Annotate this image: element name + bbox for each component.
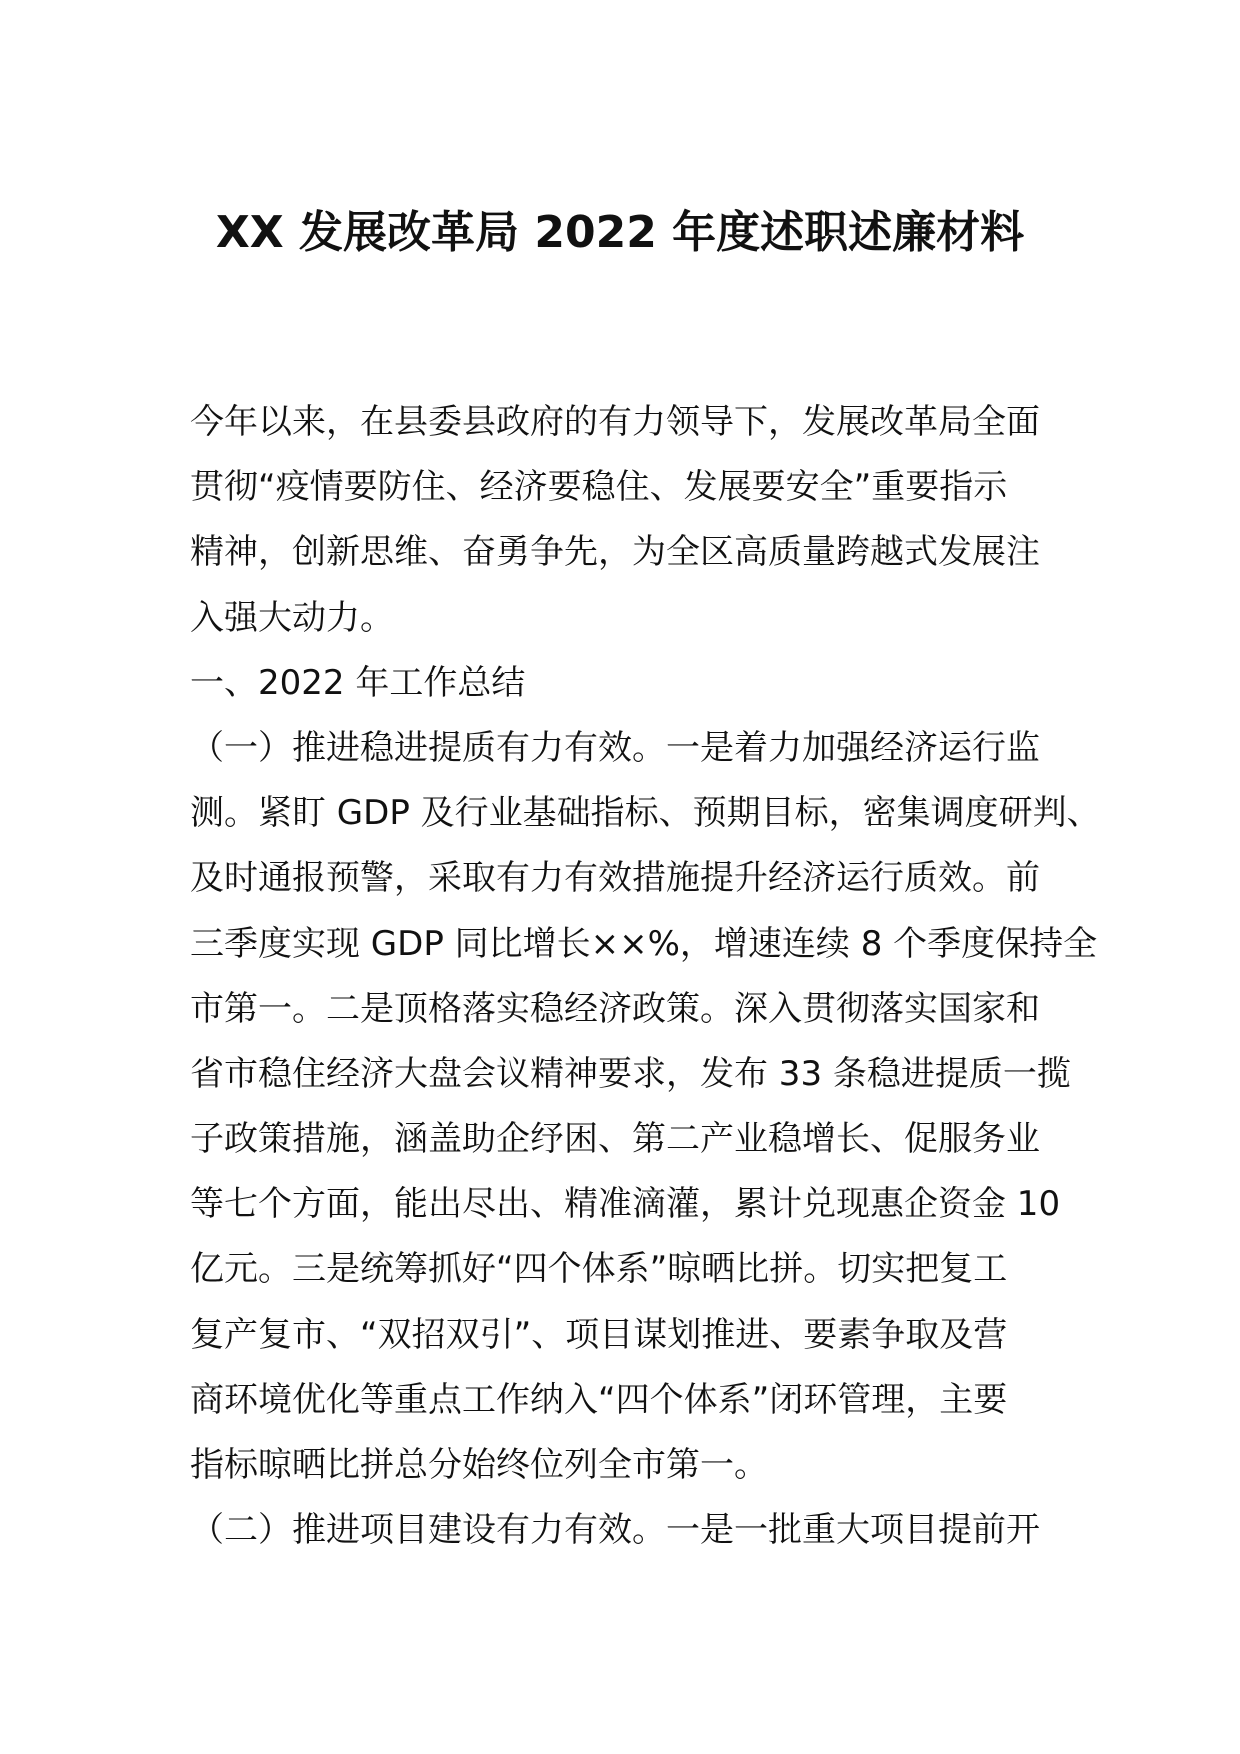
body-line: （一）推进稳进提质有力有效。一是着力加强经济运行监 [190,727,1040,768]
body-line: 今年以来，在县委县政府的有力领导下，发展改革局全面 [190,402,1040,442]
body-line: 三季度实现 GDP 同比增长××%，增速连续 8 个季度保持全 [190,923,1098,964]
body-line: 亿元。三是统筹抓好“四个体系”晾晒比拼。切实把复工 [190,1249,1008,1290]
body-line: 省市稳住经济大盘会议精神要求，发布 33 条稳进提质一揽 [190,1053,1071,1094]
body-line: 测。紧盯 GDP 及行业基础指标、预期目标，密集调度研判、 [190,793,1101,834]
body-line: 贯彻“疫情要防住、经济要稳住、发展要安全”重要指示 [190,467,1008,508]
body-line: 等七个方面，能出尽出、精准滴灌，累计兑现惠企资金 10 [190,1184,1061,1225]
body-line: 子政策措施，涵盖助企纾困、第二产业稳增长、促服务业 [190,1119,1040,1160]
body-line: （二）推进项目建设有力有效。一是一批重大项目提前开 [190,1510,1040,1551]
body-line: 精神，创新思维、奋勇争先，为全区高质量跨越式发展注 [190,532,1040,573]
body-line: 商环境优化等重点工作纳入“四个体系”闭环管理，主要 [190,1379,1008,1420]
body-line: 市第一。二是顶格落实稳经济政策。深入贯彻落实国家和 [190,988,1040,1029]
body-line: 指标晾晒比拼总分始终位列全市第一。 [190,1445,768,1485]
body-line: 入强大动力。 [190,597,394,638]
document-title: XX 发展改革局 2022 年度述职述廉材料 [215,207,1025,258]
body-line: 及时通报预警，采取有力有效措施提升经济运行质效。前 [190,858,1040,899]
body-line: 复产复市、“双招双引”、项目谋划推进、要素争取及营 [190,1314,1008,1355]
document-body [190,390,1101,1563]
section-heading: 一、2022 年工作总结 [190,662,526,703]
